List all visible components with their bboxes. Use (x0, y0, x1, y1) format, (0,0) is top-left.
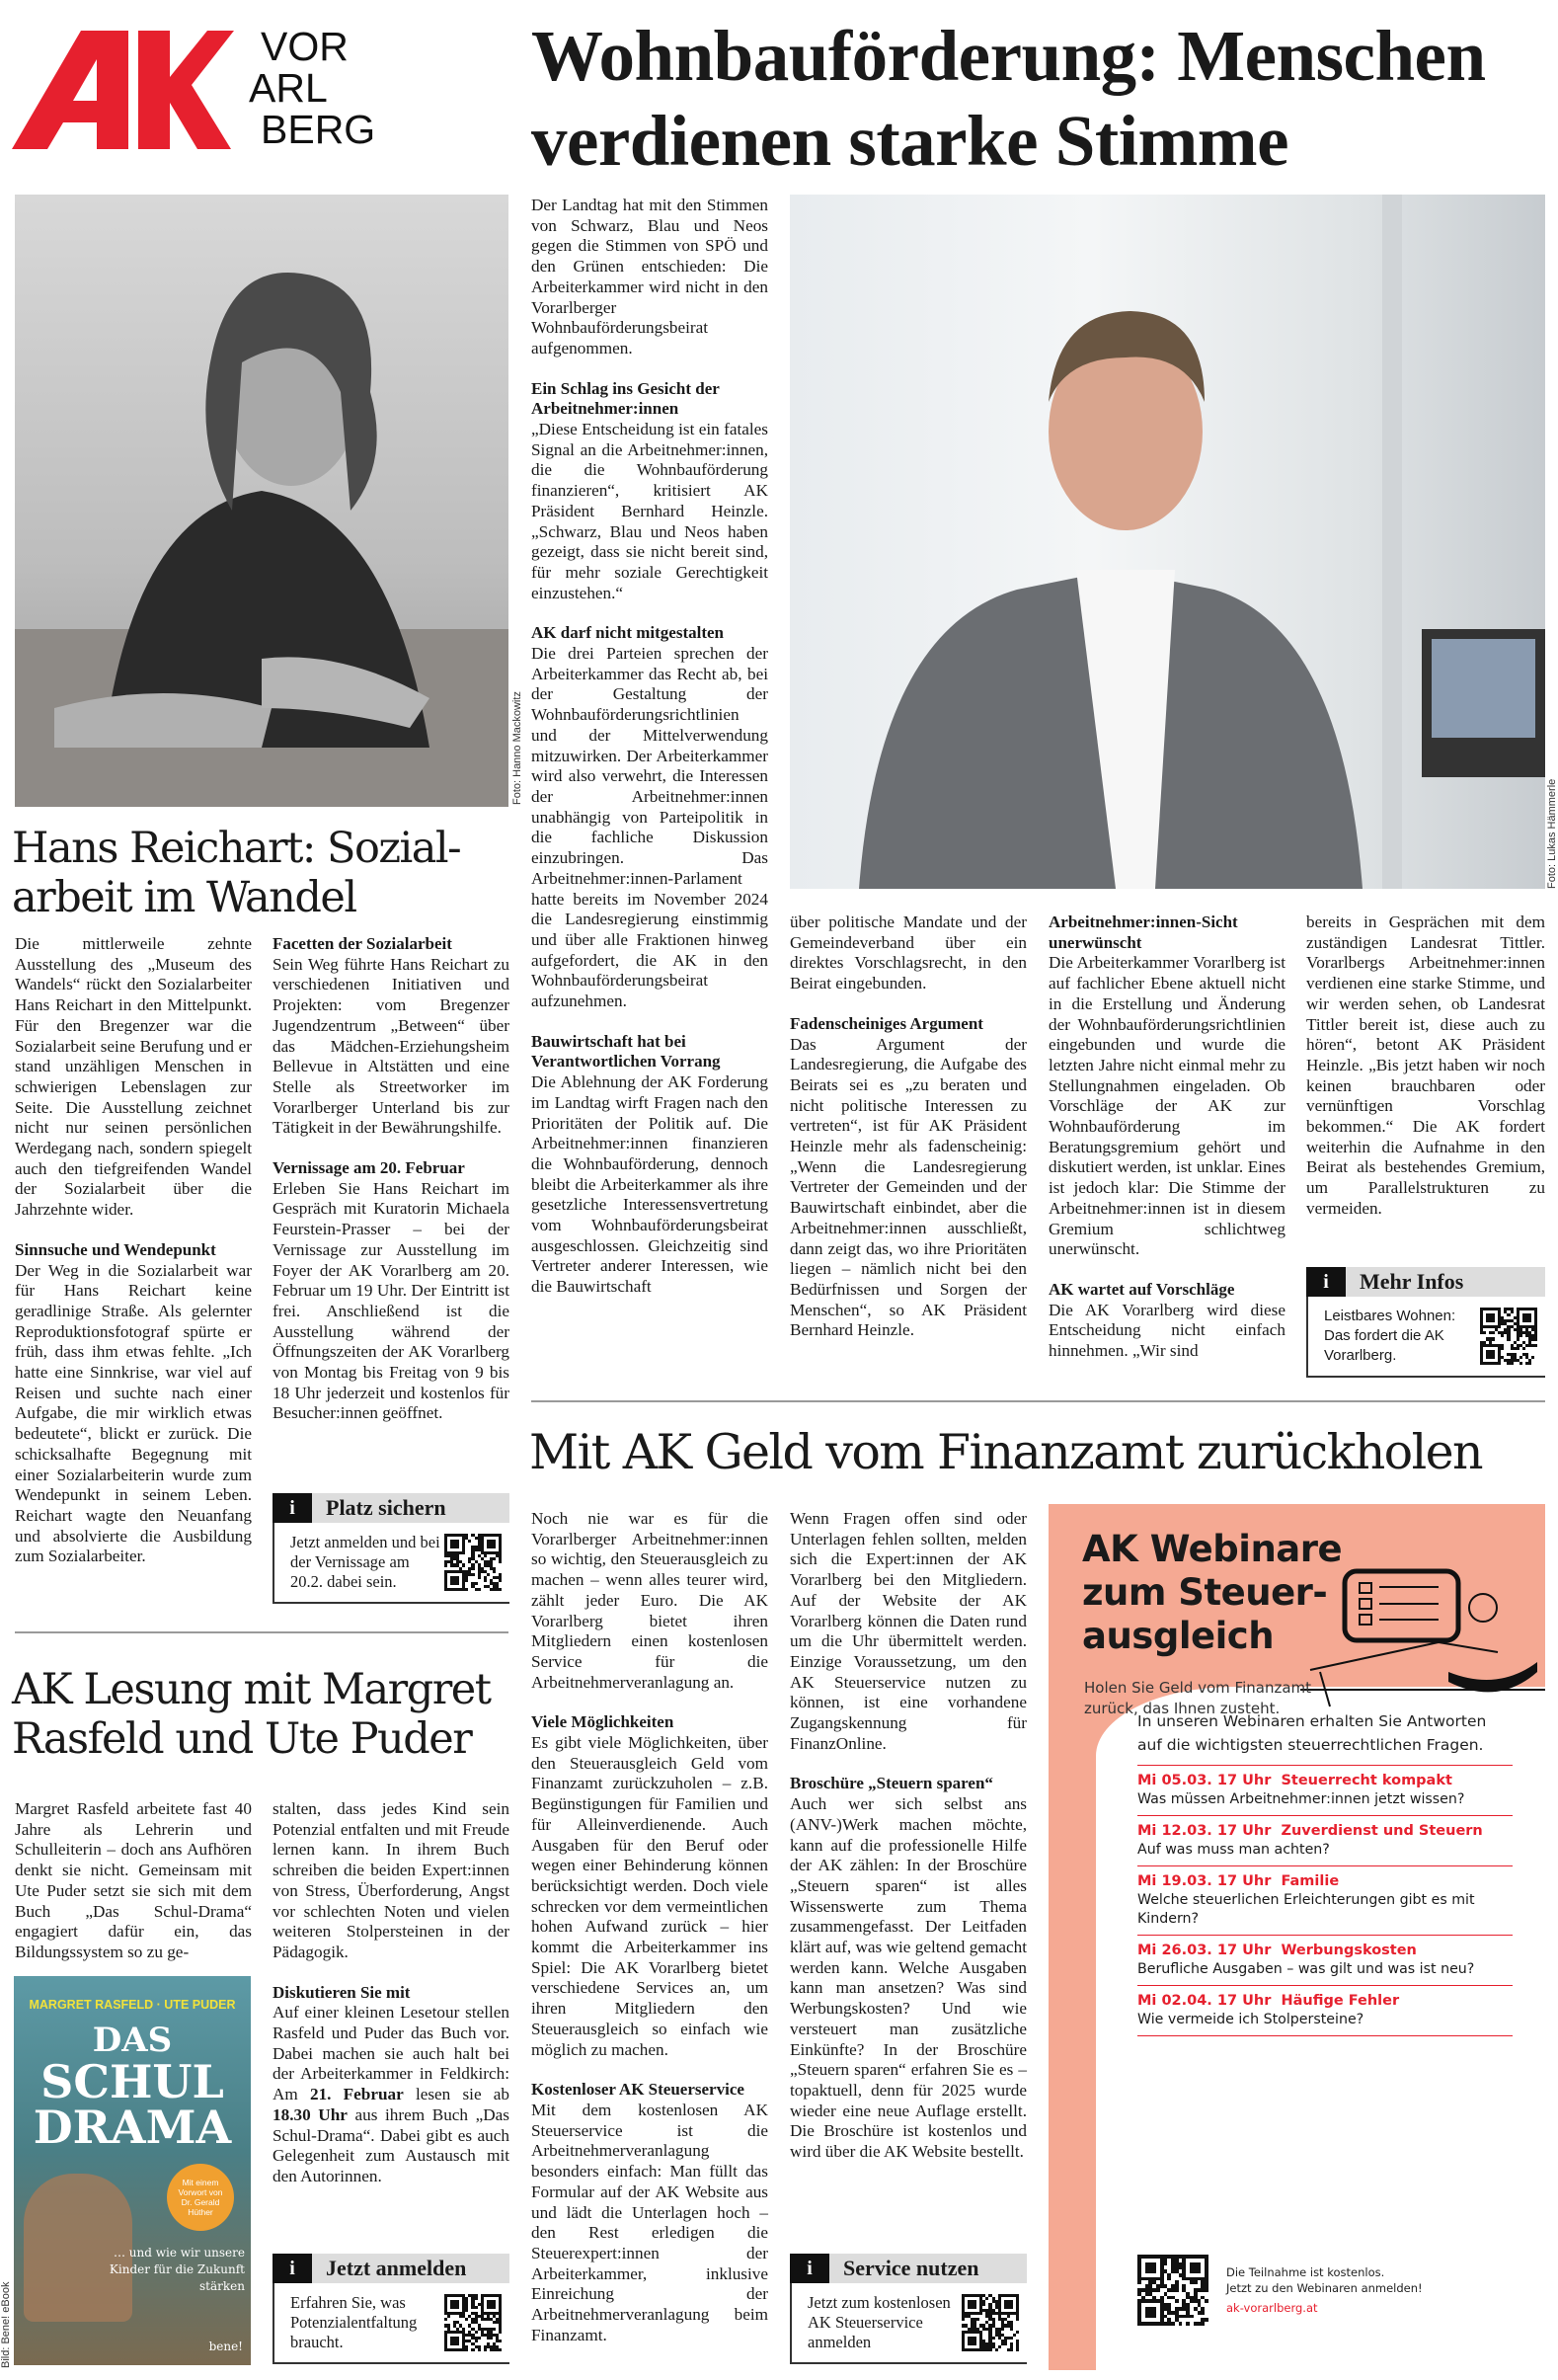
logo-line: BERG (261, 107, 376, 152)
paragraph: Wenn Fragen offen sind oder Unterlagen fehlen sollten, melden sich die Expert:innen der AK Vorarlberg bei den Mitgliedern. Auf der Website der AK Vorarlberg können die Daten rund um die Uhr übermittelt werden. Einzige Voraussetzung, um den AK Steuerservice nutzen zu können, ist eine vorhandene Zugangskennung für FinanzOnline. (790, 1509, 1027, 1753)
webinar-footer-line: Jetzt zu den Webinaren anmelden! (1226, 2281, 1423, 2295)
paragraph: bereits in Gesprächen mit dem zuständigen Landesrat Tittler. Vorarlbergs Arbeitnehmer:innen verdienen eine starke Stimme, und wir werden sehen, ob Landesrat Tittler bereit ist, diese auch zu hören“, betont AK Präsident Heinzle. „Bis jetzt haben wir noch keinen brauchbaren oder vernünftigen Vorschlag bekommen.“ Die AK fordert weiterhin die Aufnahme in den Beirat als bestehendes Gremium, um Parallelstrukturen zu vermeiden. (1306, 912, 1545, 1218)
paragraph: Noch nie war es für die Vorarlberger Arbeitnehmer:innen so wichtig, den Steuerausgleich zu machen – wenn alles teurer wird, zählt jeder Euro. Die AK Vorarlberg bietet ihren Mitgliedern einen kostenlosen Service für die Arbeitnehmerveranlagung an. (531, 1509, 768, 1692)
qr-code-icon[interactable] (444, 2294, 502, 2351)
info-box-title: Mehr Infos (1360, 1269, 1464, 1294)
info-box-title: Jetzt anmelden (326, 2256, 467, 2280)
info-icon: i (1306, 1267, 1346, 1297)
session-date: Mi 19.03. 17 Uhr (1137, 1873, 1272, 1889)
lead-column-2 (790, 912, 1027, 1390)
logo-line: VOR (261, 24, 349, 69)
hans-reichart-photo (15, 195, 508, 807)
lead-column-4 (1306, 912, 1545, 1258)
webinar-footer-line: Die Teilnahme ist kostenlos. (1226, 2265, 1385, 2279)
paragraph: Das Argument der Landesregierung, die Aufgabe des Beirats sei es „zu beraten und nicht politische Interessen zu vertreten“, ist für AK Präsident Heinzle mehr als fadenscheinig: „Wenn die Landesregierung Vertreter der Gemeinden und der Bauwirtschaft einbindet, aber die Arbeitnehmer:innen ausschließt, dann zeigt das, wo ihre Prioritäten liegen – nämlich nicht bei den Bedürfnissen und Sorgen der Menschen“, so AK Präsident Bernhard Heinzle. (790, 1034, 1027, 1340)
paragraph: Die mittlerweile zehnte Ausstellung des „Museum des Wandels“ rückt den Sozialarbeiter Hans Reichart in den Mittelpunkt. Für den Bregenzer war die Sozialarbeit seine Berufung und er stand unzähligen Menschen in schwierigen Lebenslagen zur Seite. Die Ausstellung zeichnet nicht nur seinen persönlichen Werdegang nach, sondern spiegelt auch den tiefgreifenden Wandel der Sozialarbeit über die Jahrzehnte wider. (15, 934, 252, 1220)
paragraph: Die Arbeiterkammer Vorarlberg ist auf fachlicher Ebene aktuell nicht in die Erstellung und Änderung der Wohnbauförderungsrichtlinien eingebunden und wurde die letzten Jahre nicht einmal mehr zu Stellungnahmen eingeladen. Ob Vorschläge der AK zur Wohnbauförderung im Beratungsgremium gehört und diskutiert werden, ist unklar. Eines ist jedoch klar: Die Stimme der Arbeitnehmer:innen ist in diesem Gremium schlichtweg unerwünscht. (1049, 953, 1285, 1259)
reichart-column-2 (273, 934, 509, 1487)
lead-column-3 (1049, 912, 1285, 1390)
subheading: AK wartet auf Vorschläge (1049, 1279, 1235, 1299)
webinar-title-line: ausgleich (1082, 1615, 1275, 1657)
book-badge: Mit einem Vorwort von Dr. Gerald Hüther (167, 2164, 234, 2231)
subheading: Facetten der Sozialarbeit (273, 934, 452, 953)
webinar-session (1137, 1815, 1513, 1865)
ak-logo-mark (12, 26, 234, 152)
session-topic: Zuverdienst und Steuern (1281, 1823, 1483, 1839)
webinar-session (1137, 1865, 1513, 1935)
ak-president-photo (790, 195, 1545, 889)
qr-code-icon[interactable] (1137, 2255, 1208, 2326)
title-line: Rasfeld und Ute Puder (12, 1714, 472, 1764)
session-topic: Häufige Fehler (1281, 1993, 1400, 2009)
subheading: Diskutieren Sie mit (273, 1982, 411, 2002)
paragraph: „Diese Entscheidung ist ein fatales Signal an die Arbeitnehmer:innen, die die Wohnbauförderung finanzieren“, kritisiert AK Präsident Bernhard Heinzle. „Schwarz, Blau und Neos haben gezeigt, dass sie nicht bereit sind, für mehr soziale Gerechtigkeit einzustehen.“ (531, 420, 768, 602)
reichart-column-1 (15, 934, 252, 1616)
webinar-title-line: zum Steuer- (1082, 1571, 1328, 1614)
section-divider (531, 1400, 1545, 1402)
subheading: Arbeitnehmer:innen-Sicht unerwünscht (1049, 912, 1238, 952)
title-line: AK Lesung mit Margret (12, 1665, 491, 1714)
session-description: Auf was muss man achten? (1137, 1842, 1330, 1858)
webinar-session (1137, 1935, 1513, 1985)
headline-line: Wohnbauförderung: Menschen (531, 16, 1486, 96)
headline-line: verdienen starke Stimme (531, 101, 1289, 181)
info-box-text: Jetzt zum kostenlosen AK Steuerservice anmelden (808, 2293, 951, 2351)
logo-line: ARL (249, 65, 328, 111)
reichart-title (12, 824, 515, 922)
steuer-headline: Mit AK Geld vom Finanzamt zurückholen (529, 1424, 1482, 1480)
lead-headline (531, 14, 1548, 184)
info-box-mehr-infos[interactable] (1306, 1267, 1545, 1378)
steuer-column-2 (790, 1509, 1027, 2245)
paragraph: Auf einer kleinen Lesetour stellen Rasfeld und Puder das Buch vor. Dabei machen sie auch halt bei der Arbeiterkammer in Feldkirch: Am 21. Februar lesen sie ab 18.30 Uhr aus ihrem Buch „Das Schul-Drama“. Dabei gibt es auch Gelegenheit zum Austausch mit den Autorinnen. (273, 2003, 509, 2185)
webinar-url-link[interactable]: ak-vorarlberg.at (1226, 2301, 1318, 2315)
paragraph: Der Weg in die Sozialarbeit war für Hans Reichart keine geradlinige Straße. Als gelernter Reproduktionsfotograf spürte er früh, dass ihm etwas fehlte. „Ich hatte eine Sinnkrise, war viel auf Reisen und suchte nach einer Aufgabe, die mir wirklich etwas bedeutete“, blickt er zurück. Die schicksalhafte Begegnung mit einer Sozialarbeiterin wurde zum Wendepunkt in seinem Leben. Reichart wagte den Neuanfang und absolvierte die Ausbildung zum Sozialarbeiter. (15, 1260, 252, 1566)
subheading: Viele Möglichkeiten (531, 1712, 674, 1732)
lesung-column-2 (273, 1799, 509, 2254)
book-title-line: DRAMA (33, 2101, 232, 2154)
session-topic: Familie (1281, 1873, 1340, 1889)
section-divider (15, 1631, 508, 1633)
info-icon: i (790, 2254, 829, 2283)
subheading: Kostenloser AK Steuerservice (531, 2080, 744, 2100)
webinar-title-line: AK Webinare (1082, 1528, 1343, 1570)
session-topic: Steuerrecht kompakt (1281, 1773, 1452, 1788)
info-icon: i (273, 1493, 312, 1523)
paragraph: Auch wer sich selbst ans (ANV-)Werk machen möchte, kann auf die professionelle Hilfe der AK zählen: In der Broschüre „Steuern sparen“ ist alles Wissenswerte zum Thema zusammengefasst. Der Leitfaden klärt auf, was wie geltend gemacht werden kann. Welche Ausgaben kann man ansetzen? Was sind Werbungskosten? Und wie versteuert man zusätzliche Einkünfte? In der Broschüre „Steuern sparen“ erfahren Sie es – topaktuell, denn für 2025 wurde wieder eine neue Auflage erstellt. Die Broschüre ist kostenlos und wird über die AK Website bestellt. (790, 1794, 1027, 2162)
webinar-advertisement (1049, 1504, 1545, 2370)
info-icon: i (273, 2254, 312, 2283)
info-box-title: Service nutzen (843, 2256, 979, 2280)
session-description: Berufliche Ausgaben – was gilt und was ist neu? (1137, 1961, 1475, 1977)
qr-code-icon[interactable] (444, 1534, 502, 1591)
title-line: arbeit im Wandel (12, 873, 356, 922)
subheading: Broschüre „Steuern sparen“ (790, 1774, 993, 1793)
paragraph: über politische Mandate und der Gemeindeverband über ein direktes Vorschlagsrecht, in den Beirat eingebunden. (790, 912, 1027, 993)
photo-credit: Bild: Bene! eBook (0, 2281, 12, 2368)
session-date: Mi 05.03. 17 Uhr (1137, 1773, 1272, 1788)
qr-code-icon[interactable] (962, 2294, 1019, 2351)
session-description: Was müssen Arbeitnehmer:innen jetzt wissen? (1137, 1791, 1465, 1807)
steuer-column-1 (531, 1509, 768, 2370)
subheading: Sinnsuche und Wendepunkt (15, 1239, 216, 1259)
lead-column-1 (531, 196, 768, 1388)
paragraph: Margret Rasfeld arbeitete fast 40 Jahre als Lehrerin und Schulleiterin – doch ans Aufhören denkt sie nicht. Gemeinsam mit Ute Puder setzt sie sich mit dem Buch „Das Schul-Drama“ engagiert dafür ein, das Bildungssystem so zu ge- (15, 1799, 252, 1961)
info-box-text: Erfahren Sie, was Potenzialentfaltung braucht. (290, 2293, 418, 2351)
session-date: Mi 02.04. 17 Uhr (1137, 1993, 1272, 2009)
book-publisher: bene! (208, 2340, 243, 2353)
ak-vorarlberg-logo (12, 26, 387, 154)
webinar-session-list (1137, 1765, 1513, 2036)
paragraph: stalten, dass jedes Kind sein Potenzial entfalten und mit Freude lernen kann. In ihrem Buch schreiben die beiden Expert:innen von Stress, Überforderung, Angst vor schlechten Noten und vielen weiteren Stolpersteinen in der Pädagogik. (273, 1799, 509, 1961)
info-box-service-nutzen[interactable] (790, 2254, 1027, 2364)
lesung-column-1 (15, 1799, 252, 1967)
book-title-line: DAS (92, 2021, 173, 2060)
subheading: AK darf nicht mitgestalten (531, 623, 725, 643)
info-box-text: Leistbares Wohnen: Das fordert die AK Vorarlberg. (1324, 1308, 1456, 1364)
paragraph: Die AK Vorarlberg wird diese Entscheidung nicht einfach hinnehmen. „Wir sind (1049, 1300, 1285, 1361)
session-date: Mi 26.03. 17 Uhr (1137, 1943, 1272, 1958)
webinar-subtitle: Holen Sie Geld vom Finanzamt zurück, das Ihnen zusteht. (1084, 1679, 1312, 1717)
paragraph: Der Landtag hat mit den Stimmen von Schwarz, Blau und Neos gegen die Stimmen von SPÖ und den Grünen entschieden: Die Arbeiterkammer wird nicht in den Vorarlberger Wohnbauförderungsbeirat aufgenommen. (531, 196, 768, 357)
webinar-session (1137, 1985, 1513, 2035)
paragraph: Die drei Parteien sprechen der Arbeiterkammer das Recht ab, bei der Gestaltung der Wohnbauförderungsrichtlinien und der Mittelverwendung mitzuwirken. Der Arbeiterkammer wird also verwehrt, die Interessen der Arbeitnehmer:innen unabhängig von Parteipolitik in die fachliche Diskussion einzubringen. Das Arbeitnehmer:innen-Parlament hatte bereits im November 2024 die Landesregierung einstimmig und über alle Fraktionen hinweg aufgefordert, die AK in den Wohnbauförderungsbeirat aufzunehmen. (531, 644, 768, 1011)
book-tagline: … und wie wir unsere Kinder für die Zukunft stärken (109, 2246, 245, 2293)
paragraph: Mit dem kostenlosen AK Steuerservice ist die Arbeitnehmerveranlagung besonders einfach: Man füllt das Formular auf der AK Website aus und lädt die Unterlagen hoch – den Rest erledigen die Steuerexpert:innen der Arbeiterkammer, inklusive Einreichung der Arbeitnehmerveranlagung beim Finanzamt. (531, 2100, 768, 2344)
session-topic: Werbungskosten (1281, 1943, 1417, 1958)
paragraph: Erleben Sie Hans Reichart im Gespräch mit Kuratorin Michaela Feurstein-Prasser – bei der Vernissage zur Ausstellung im Foyer der AK Vorarlberg am 20. Februar um 19 Uhr. Der Eintritt ist frei. Anschließend ist die Ausstellung während der Öffnungszeiten der AK Vorarlberg von Montag bis Freitag von 9 bis 18 Uhr jederzeit und kostenlos für Besucher:innen geöffnet. (273, 1178, 509, 1423)
photo-credit: Foto: Hanno Mackowitz (511, 691, 523, 805)
session-description: Wie vermeide ich Stolpersteine? (1137, 2012, 1364, 2027)
webinar-session (1137, 1765, 1513, 1815)
webinar-intro: In unseren Webinaren erhalten Sie Antworten auf die wichtigsten steuerrechtlichen Fragen. (1137, 1712, 1487, 1754)
subheading: Fadenscheiniges Argument (790, 1013, 983, 1033)
title-line: Hans Reichart: Sozial- (12, 824, 461, 873)
paragraph: Sein Weg führte Hans Reichart zu verschiedenen Initiativen und Projekten: vom Bregenzer Jugendzentrum „Between“ über das Mädchen-Erziehungsheim Bellevue in Altstätten und eine Stelle als Streetworker im Vorarlberger Unterland bis zur Tätigkeit in der Bewährungshilfe. (273, 954, 509, 1138)
book-authors: MARGRET RASFELD · UTE PUDER (29, 1998, 236, 2012)
qr-code-icon[interactable] (1480, 1308, 1537, 1365)
book-cover-das-schul-drama (14, 1976, 251, 2365)
info-box-jetzt-anmelden[interactable] (273, 2254, 509, 2364)
photo-credit: Foto: Lukas Hämmerle (1546, 778, 1558, 889)
lesung-title (12, 1665, 515, 1764)
paragraph: Die Ablehnung der AK Forderung im Landtag wirft Fragen nach den Prioritäten der Politik auf. Die Arbeitnehmer:innen finanzieren die Wohnbauförderung, dennoch bleibt die Arbeiterkammer als ihre gesetzliche Interessensvertretung vom Wohnbauförderungsbeirat ausgeschlossen. Gleichzeitig sind Vertreter anderer Interessen, wie die Bauwirtschaft (531, 1072, 768, 1297)
subheading: Ein Schlag ins Gesicht der Arbeitnehmer:innen (531, 378, 720, 419)
subheading: Vernissage am 20. Februar (273, 1158, 465, 1178)
paragraph: Es gibt viele Möglichkeiten, über den Steuerausgleich Geld vom Finanzamt zurückzuholen – z.B. Begünstigungen für Familien und für Alleinverdienende. Auch Ausgaben für den Beruf oder wegen einer Behinderung können berücksichtigt werden. Doch viele schrecken vor dem vermeintlichen hohen Aufwand zurück – hier kommt die Arbeiterkammer ins Spiel: Die AK Vorarlberg bietet verschiedene Services an, um ihren Mitgliedern den Steuerausgleich so einfach wie möglich zu machen. (531, 1733, 768, 2059)
session-date: Mi 12.03. 17 Uhr (1137, 1823, 1272, 1839)
session-description: Welche steuerlichen Erleichterungen gibt es mit Kindern? (1137, 1892, 1475, 1927)
info-box-platz-sichern[interactable] (273, 1493, 509, 1604)
book-title-line: SCHUL (40, 2055, 224, 2108)
info-box-title: Platz sichern (326, 1495, 446, 1520)
info-box-text: Jetzt anmelden und bei der Vernissage am 20.2. dabei sein. (290, 1533, 440, 1591)
subheading: Bauwirtschaft hat bei Verantwortlichen Vorrang (531, 1031, 721, 1071)
